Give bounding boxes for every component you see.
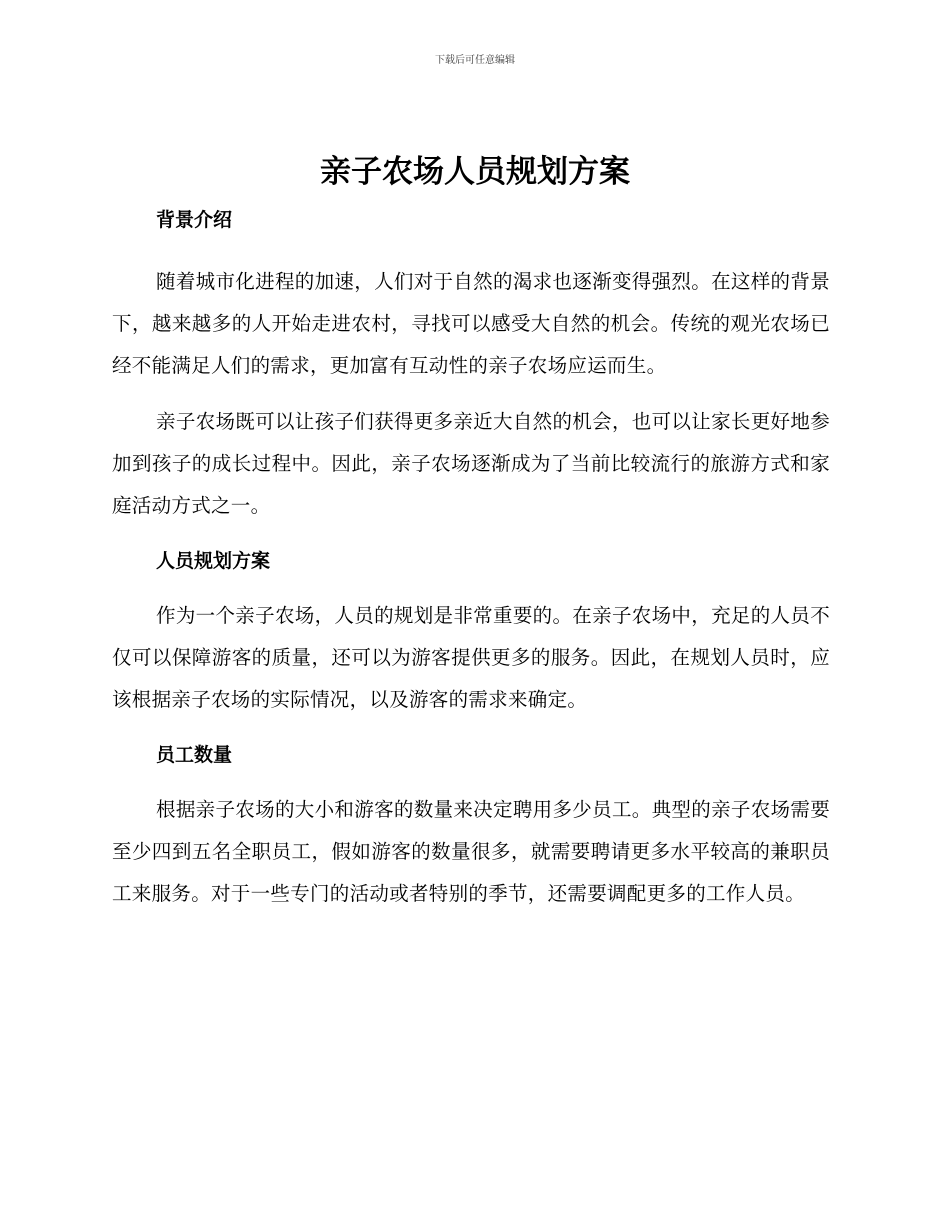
document-title: 亲子农场人员规划方案 xyxy=(320,154,630,190)
section-heading-background: 背景介绍 xyxy=(156,209,233,231)
paragraph-staff-count-1: 根据亲子农场的大小和游客的数量来决定聘用多少员工。典型的亲子农场需要至少四到五名全职员工，假如游客的数量很多，就需要聘请更多水平较高的兼职员工来服务。对于一些专门的活动或者特别的季节，还需要调配更多的工作人员。 xyxy=(112,798,830,905)
section-heading-staff-count: 员工数量 xyxy=(156,744,233,766)
section-heading-staff-plan: 人员规划方案 xyxy=(156,550,271,572)
document-body xyxy=(112,200,830,915)
paragraph-staff-plan-1: 作为一个亲子农场，人员的规划是非常重要的。在亲子农场中，充足的人员不仅可以保障游客的质量，还可以为游客提供更多的服务。因此，在规划人员时，应该根据亲子农场的实际情况，以及游客的需求来确定。 xyxy=(112,604,830,711)
paragraph-background-1: 随着城市化进程的加速，人们对于自然的渴求也逐渐变得强烈。在这样的背景下，越来越多的人开始走进农村，寻找可以感受大自然的机会。传统的观光农场已经不能满足人们的需求，更加富有互动性的亲子农场应运而生。 xyxy=(112,270,830,377)
header-note: 下载后可任意编辑 xyxy=(435,55,515,66)
paragraph-background-2: 亲子农场既可以让孩子们获得更多亲近大自然的机会，也可以让家长更好地参加到孩子的成长过程中。因此，亲子农场逐渐成为了当前比较流行的旅游方式和家庭活动方式之一。 xyxy=(112,410,830,517)
